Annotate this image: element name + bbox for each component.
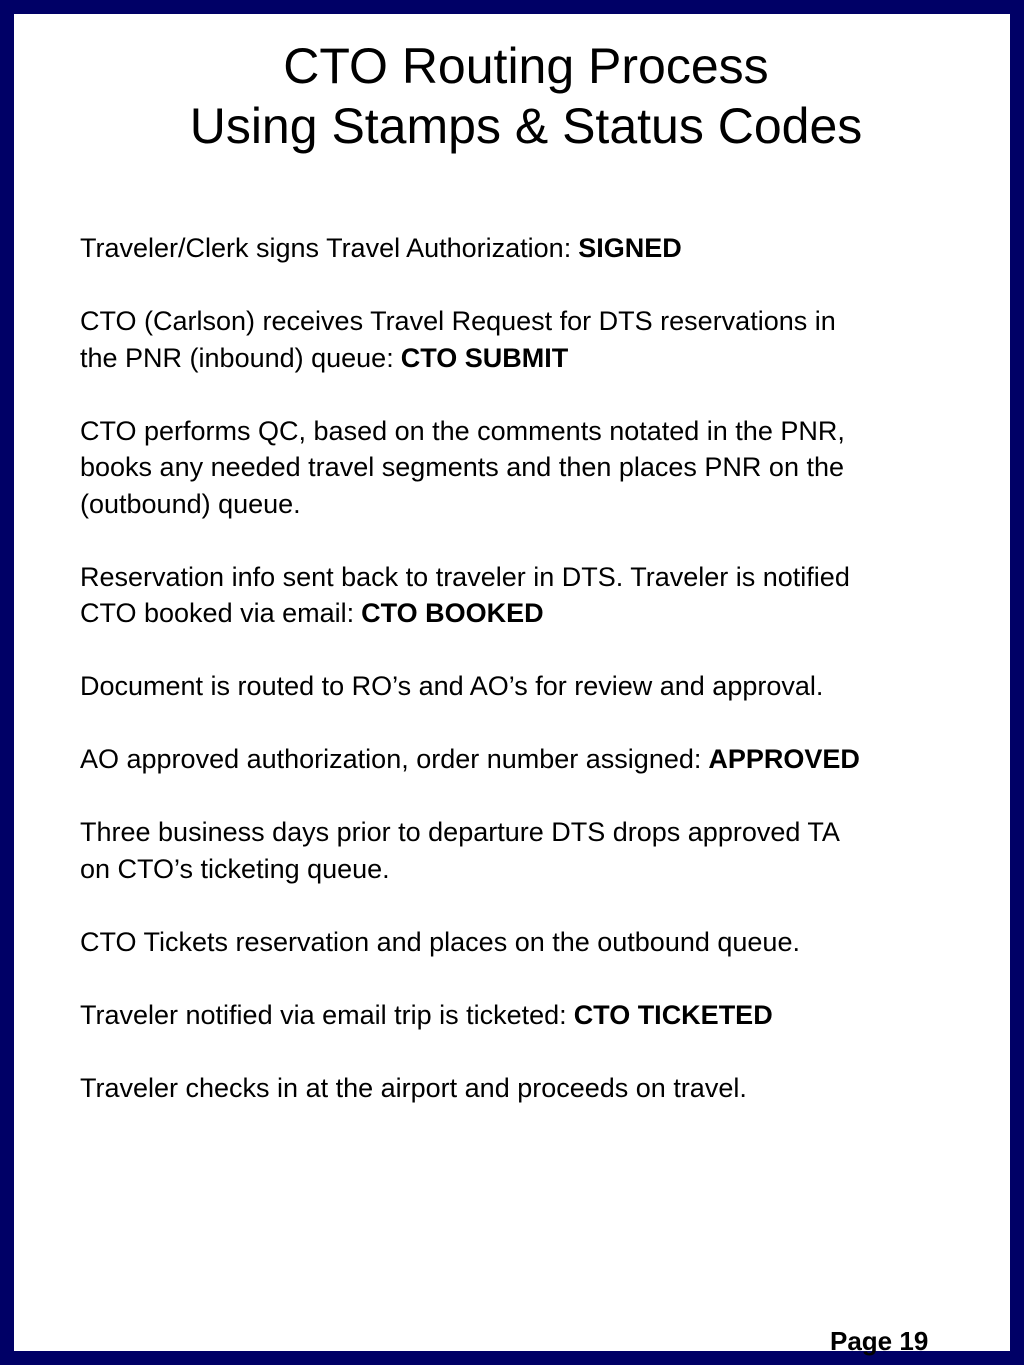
- routing-steps: [80, 230, 980, 1143]
- step-text: on CTO’s ticketing queue.: [80, 853, 390, 884]
- status-stamp: CTO BOOKED: [361, 598, 544, 628]
- status-stamp: SIGNED: [578, 233, 682, 263]
- step-text: books any needed travel segments and then places PNR on the: [80, 452, 844, 482]
- step-signed: [80, 230, 980, 267]
- step-text: CTO Tickets reservation and places on the outbound queue.: [80, 926, 800, 957]
- title-line-2: Using Stamps & Status Codes: [189, 98, 863, 154]
- page-number: Page 19: [830, 1326, 929, 1356]
- step-cto-ticketed: [80, 997, 980, 1034]
- step-text: CTO performs QC, based on the comments notated in the PNR,: [80, 415, 845, 446]
- step-text: AO approved authorization, order number assigned:: [80, 744, 702, 774]
- step-review: [80, 668, 980, 705]
- step-text: (outbound) queue.: [80, 488, 301, 519]
- title-line-1: CTO Routing Process: [283, 38, 769, 94]
- step-text: the PNR (inbound) queue:: [80, 342, 394, 373]
- status-stamp: APPROVED: [708, 744, 860, 774]
- step-cto-qc: [80, 413, 980, 523]
- step-text: Traveler checks in at the airport and proceeds on travel.: [80, 1072, 747, 1103]
- status-stamp: CTO SUBMIT: [400, 342, 569, 373]
- step-travel: [80, 1070, 980, 1107]
- slide-title: [14, 36, 1024, 156]
- step-text: Three business days prior to departure DTS drops approved TA: [80, 817, 840, 847]
- step-cto-tickets: [80, 924, 980, 961]
- step-ticketing-queue: [80, 814, 980, 887]
- step-cto-booked: [80, 559, 980, 632]
- step-cto-submit: [80, 303, 980, 376]
- step-text: CTO (Carlson) receives Travel Request for DTS reservations in: [80, 306, 836, 336]
- step-text: Reservation info sent back to traveler in DTS. Traveler is notified: [80, 561, 850, 592]
- step-text: Document is routed to RO’s and AO’s for review and approval.: [80, 671, 824, 701]
- status-stamp: CTO TICKETED: [573, 999, 773, 1030]
- step-text: Traveler/Clerk signs Travel Authorization:: [80, 233, 572, 263]
- step-text: Traveler notified via email trip is ticketed:: [80, 999, 567, 1030]
- step-approved: [80, 741, 980, 778]
- step-text: CTO booked via email:: [80, 598, 355, 628]
